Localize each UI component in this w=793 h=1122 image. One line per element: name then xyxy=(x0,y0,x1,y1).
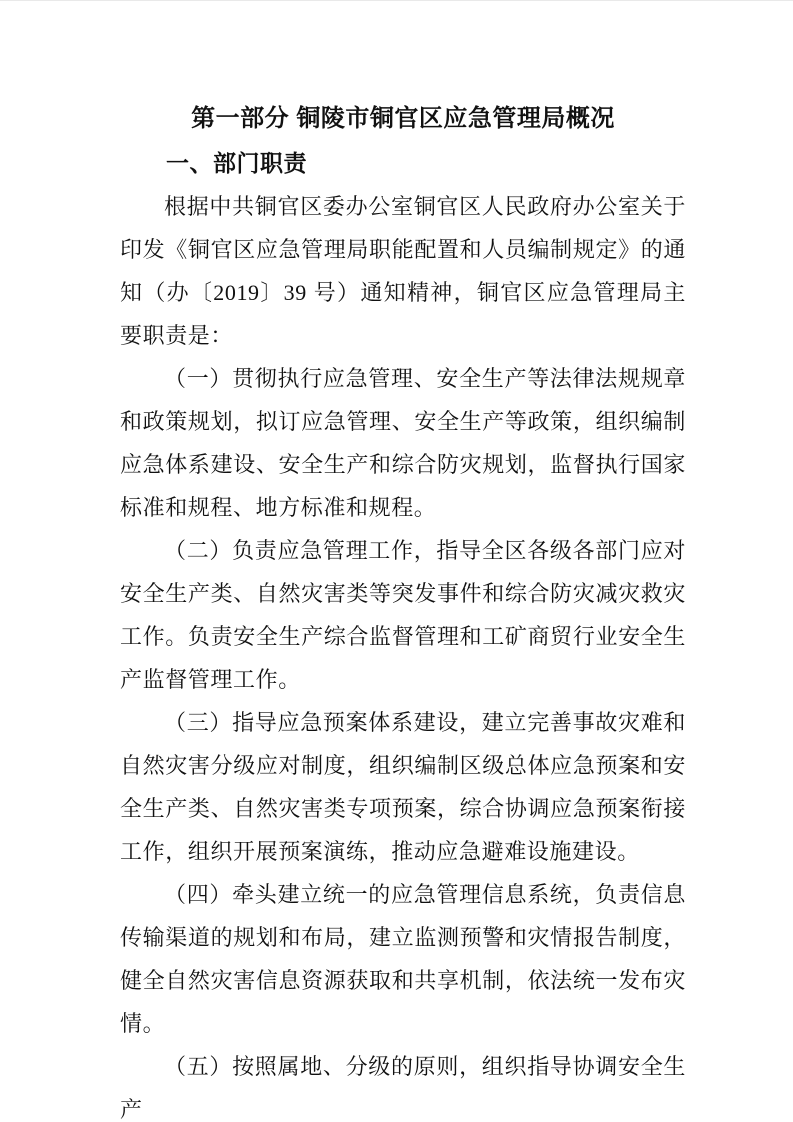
document-content xyxy=(120,96,686,1122)
paragraph-duty-4: （四）牵头建立统一的应急管理信息系统，负责信息传输渠道的规划和布局，建立监测预警和灾情报告制度，健全自然灾害信息资源获取和共享机制，依法统一发布灾情。 xyxy=(120,882,686,1036)
document-title: 第一部分 铜陵市铜官区应急管理局概况 xyxy=(191,105,615,132)
paragraph-duty-5: （五）按照属地、分级的原则，组织指导协调安全生产 xyxy=(120,1054,686,1122)
paragraph-duty-3: （三）指导应急预案体系建设，建立完善事故灾难和自然灾害分级应对制度，组织编制区级总体应急预案和安全生产类、自然灾害类专项预案，综合协调应急预案衔接工作，组织开展预案演练，推动应急避难设施建设。 xyxy=(120,710,686,864)
paragraph-duty-1: （一）贯彻执行应急管理、安全生产等法律法规规章和政策规划，拟订应急管理、安全生产等政策，组织编制应急体系建设、安全生产和综合防灾规划，监督执行国家标准和规程、地方标准和规程。 xyxy=(120,366,686,520)
paragraph-duty-2: （二）负责应急管理工作，指导全区各级各部门应对安全生产类、自然灾害类等突发事件和综合防灾减灾救灾工作。负责安全生产综合监督管理和工矿商贸行业安全生产监督管理工作。 xyxy=(120,538,686,692)
section-heading: 一、部门职责 xyxy=(166,150,307,176)
body-text xyxy=(120,185,686,1122)
paragraph-intro: 根据中共铜官区委办公室铜官区人民政府办公室关于印发《铜官区应急管理局职能配置和人员编制规定》的通知（办〔2019〕39 号）通知精神，铜官区应急管理局主要职责是： xyxy=(120,194,686,348)
